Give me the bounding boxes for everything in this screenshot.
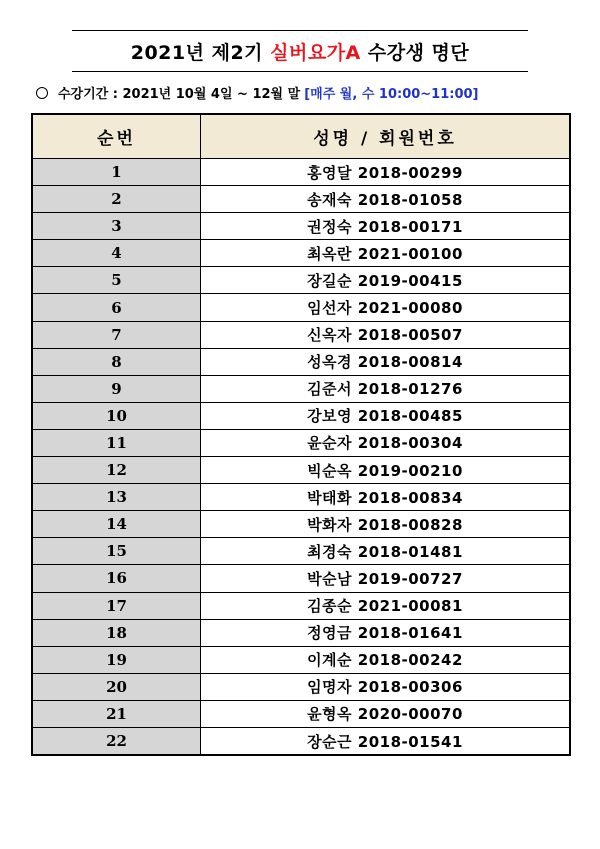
- row-name-id: 김준서 2018-01276: [201, 375, 571, 402]
- row-name-id: 신옥자 2018-00507: [201, 321, 571, 348]
- title-prefix: 2021년 제2기: [130, 41, 271, 64]
- table-row: [32, 727, 570, 755]
- table-row: [32, 511, 570, 538]
- row-number: 22: [32, 727, 201, 755]
- row-number: 11: [32, 429, 201, 456]
- row-number: 4: [32, 240, 201, 267]
- row-number: 12: [32, 457, 201, 484]
- row-name-id: 홍영달 2018-00299: [201, 159, 571, 186]
- period-label: 수강기간 : 2021년 10월 4일 ~ 12월 말: [58, 87, 301, 102]
- row-number: 16: [32, 565, 201, 592]
- row-number: 15: [32, 538, 201, 565]
- row-name-id: 이계순 2018-00242: [201, 646, 571, 673]
- row-number: 3: [32, 213, 201, 240]
- table-row: [32, 429, 570, 456]
- row-number: 1: [32, 159, 201, 186]
- table-row: [32, 348, 570, 375]
- student-roster-table: [31, 113, 571, 756]
- row-name-id: 최옥란 2021-00100: [201, 240, 571, 267]
- table-header-row: [32, 114, 570, 159]
- table-row: [32, 159, 570, 186]
- table-row: [32, 186, 570, 213]
- circle-bullet-icon: [36, 87, 48, 99]
- row-name-id: 박화자 2018-00828: [201, 511, 571, 538]
- row-name-id: 성옥경 2018-00814: [201, 348, 571, 375]
- table-row: [32, 646, 570, 673]
- row-name-id: 박순남 2019-00727: [201, 565, 571, 592]
- row-number: 19: [32, 646, 201, 673]
- row-name-id: 임명자 2018-00306: [201, 673, 571, 700]
- table-row: [32, 213, 570, 240]
- row-name-id: 빅순옥 2019-00210: [201, 457, 571, 484]
- row-name-id: 장순근 2018-01541: [201, 727, 571, 755]
- row-number: 20: [32, 673, 201, 700]
- row-name-id: 송재숙 2018-01058: [201, 186, 571, 213]
- table-body: [32, 159, 570, 756]
- row-name-id: 강보영 2018-00485: [201, 402, 571, 429]
- table-row: [32, 267, 570, 294]
- row-number: 7: [32, 321, 201, 348]
- table-row: [32, 538, 570, 565]
- document-title-bar: [72, 30, 528, 72]
- table-row: [32, 375, 570, 402]
- table-row: [32, 321, 570, 348]
- row-name-id: 윤순자 2018-00304: [201, 429, 571, 456]
- row-name-id: 최경숙 2018-01481: [201, 538, 571, 565]
- title-suffix: 수강생 명단: [360, 41, 470, 64]
- table-row: [32, 700, 570, 727]
- row-number: 18: [32, 619, 201, 646]
- row-number: 8: [32, 348, 201, 375]
- table-row: [32, 619, 570, 646]
- table-row: [32, 294, 570, 321]
- row-name-id: 박태화 2018-00834: [201, 484, 571, 511]
- period-schedule: [매주 월, 수 10:00~11:00]: [304, 87, 479, 102]
- table-row: [32, 484, 570, 511]
- table-row: [32, 240, 570, 267]
- document-title: [131, 38, 470, 65]
- row-number: 13: [32, 484, 201, 511]
- row-number: 10: [32, 402, 201, 429]
- table-row: [32, 402, 570, 429]
- title-class-name: 실버요가A: [270, 41, 361, 64]
- row-name-id: 윤형옥 2020-00070: [201, 700, 571, 727]
- row-number: 9: [32, 375, 201, 402]
- row-name-id: 임선자 2021-00080: [201, 294, 571, 321]
- row-name-id: 정영금 2018-01641: [201, 619, 571, 646]
- row-number: 14: [32, 511, 201, 538]
- row-number: 17: [32, 592, 201, 619]
- row-number: 6: [32, 294, 201, 321]
- course-period: [36, 83, 479, 102]
- row-number: 5: [32, 267, 201, 294]
- header-number: 순번: [32, 114, 201, 159]
- header-name-id: 성명 / 회원번호: [201, 114, 571, 159]
- row-number: 2: [32, 186, 201, 213]
- table-row: [32, 565, 570, 592]
- table-row: [32, 673, 570, 700]
- row-number: 21: [32, 700, 201, 727]
- row-name-id: 권정숙 2018-00171: [201, 213, 571, 240]
- table-row: [32, 592, 570, 619]
- table-row: [32, 457, 570, 484]
- row-name-id: 김종순 2021-00081: [201, 592, 571, 619]
- row-name-id: 장길순 2019-00415: [201, 267, 571, 294]
